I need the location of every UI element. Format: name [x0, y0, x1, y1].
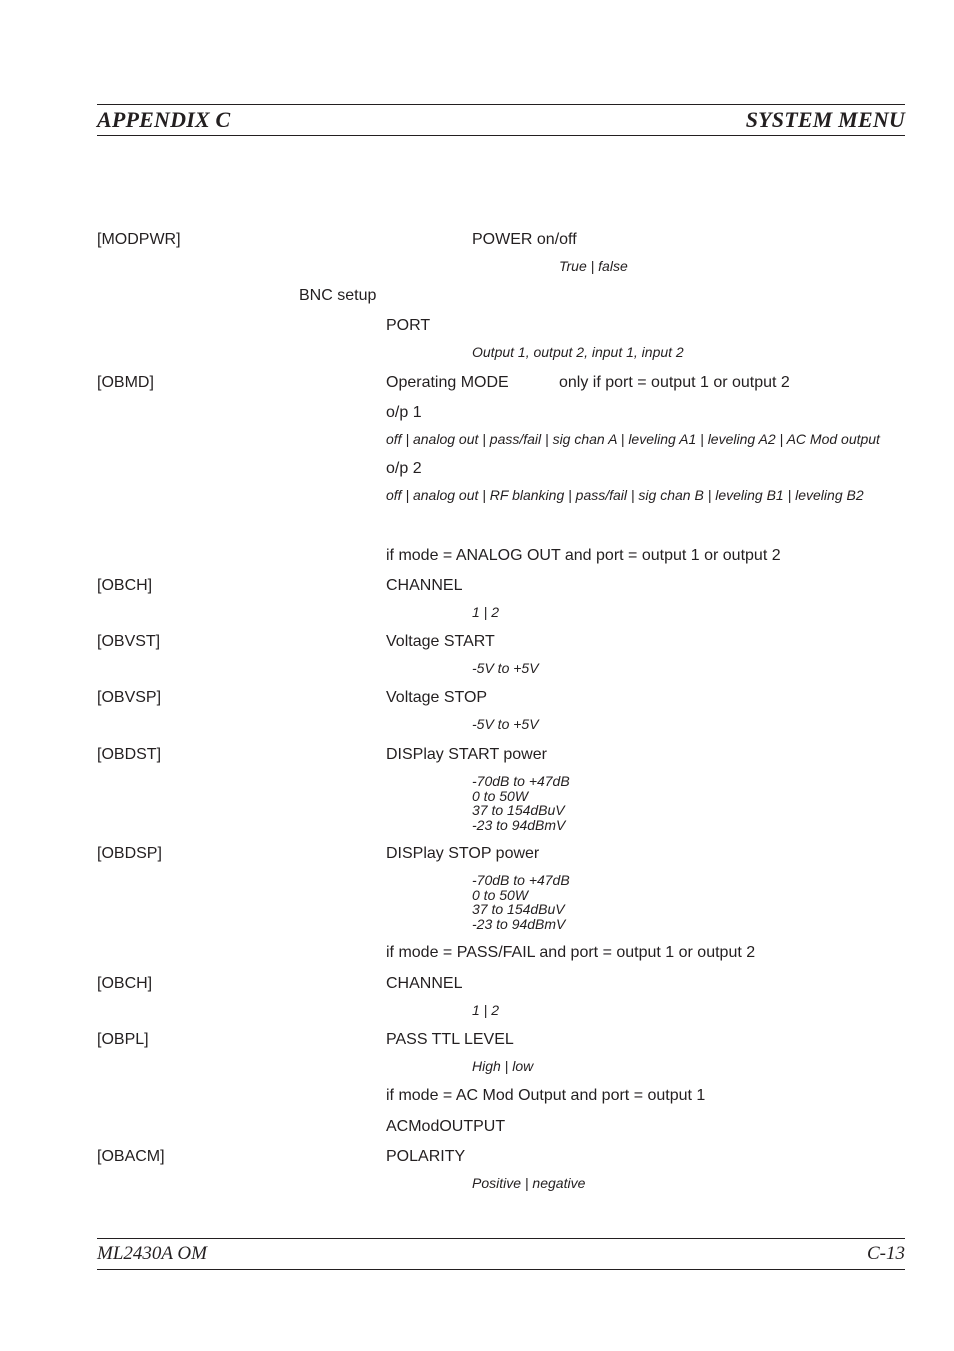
- range-item: 37 to 154dBuV: [472, 901, 565, 918]
- range-item: 37 to 154dBuV: [472, 802, 565, 819]
- op2-options: off | analog out | RF blanking | pass/fail | sig chan B | leveling B1 | leveling B2: [386, 487, 864, 503]
- cmd-obdsp: [OBDSP]: [97, 845, 162, 862]
- display-stop-options: [472, 873, 570, 931]
- voltage-start-options: -5V to +5V: [472, 660, 539, 676]
- voltage-stop-label: Voltage STOP: [386, 689, 488, 706]
- bnc-setup-label: BNC setup: [299, 287, 377, 304]
- range-item: -70dB to +47dB: [472, 773, 570, 789]
- cmd-modpwr: [MODPWR]: [97, 231, 181, 248]
- operating-mode-condition: only if port = output 1 or output 2: [559, 374, 790, 391]
- page-header: [97, 104, 905, 136]
- header-left: APPENDIX C: [97, 107, 231, 132]
- acmod-output-label: ACModOUTPUT: [386, 1118, 506, 1135]
- range-item: -70dB to +47dB: [472, 872, 570, 888]
- cmd-obmd: [OBMD]: [97, 374, 154, 391]
- op1-label: o/p 1: [386, 404, 422, 421]
- power-options: True | false: [559, 258, 628, 274]
- cmd-obdst: [OBDST]: [97, 746, 162, 763]
- pass-ttl-label: PASS TTL LEVEL: [386, 1031, 514, 1048]
- display-start-options: [472, 774, 570, 832]
- condition-pass-fail: if mode = PASS/FAIL and port = output 1 or output 2: [386, 944, 756, 961]
- cmd-obvst: [OBVST]: [97, 633, 161, 650]
- cmd-obacm: [OBACM]: [97, 1148, 165, 1165]
- channel-label: CHANNEL: [386, 577, 463, 594]
- power-label: POWER on/off: [472, 231, 577, 248]
- footer-left: ML2430A OM: [97, 1243, 207, 1264]
- port-options: Output 1, output 2, input 1, input 2: [472, 344, 684, 360]
- op1-options: off | analog out | pass/fail | sig chan A | leveling A1 | leveling A2 | AC Mod output: [386, 431, 880, 447]
- cmd-obch-2: [OBCH]: [97, 975, 153, 992]
- voltage-start-label: Voltage START: [386, 633, 495, 650]
- cmd-obpl: [OBPL]: [97, 1031, 149, 1048]
- range-item: -23 to 94dBmV: [472, 816, 566, 833]
- polarity-label: POLARITY: [386, 1148, 466, 1165]
- channel-options: 1 | 2: [472, 604, 499, 620]
- voltage-stop-options: -5V to +5V: [472, 716, 539, 732]
- range-item: 0 to 50W: [472, 787, 529, 804]
- cmd-obch: [OBCH]: [97, 577, 153, 594]
- pass-ttl-options: High | low: [472, 1058, 534, 1074]
- page-footer: [97, 1238, 905, 1270]
- port-label: PORT: [386, 317, 431, 334]
- range-item: -23 to 94dBmV: [472, 915, 566, 932]
- page-number: C-13: [867, 1243, 905, 1264]
- condition-ac-mod: if mode = AC Mod Output and port = output 1: [386, 1087, 706, 1104]
- polarity-options: Positive | negative: [472, 1175, 586, 1191]
- op2-label: o/p 2: [386, 460, 422, 477]
- condition-analog-out: if mode = ANALOG OUT and port = output 1 or output 2: [386, 547, 781, 564]
- display-stop-label: DISPlay STOP power: [386, 845, 540, 862]
- channel-label-2: CHANNEL: [386, 975, 463, 992]
- cmd-obvsp: [OBVSP]: [97, 689, 162, 706]
- range-item: 0 to 50W: [472, 886, 529, 903]
- operating-mode-label: Operating MODE: [386, 374, 509, 391]
- display-start-label: DISPlay START power: [386, 746, 547, 763]
- channel-options-2: 1 | 2: [472, 1002, 499, 1018]
- header-right: SYSTEM MENU: [745, 107, 905, 132]
